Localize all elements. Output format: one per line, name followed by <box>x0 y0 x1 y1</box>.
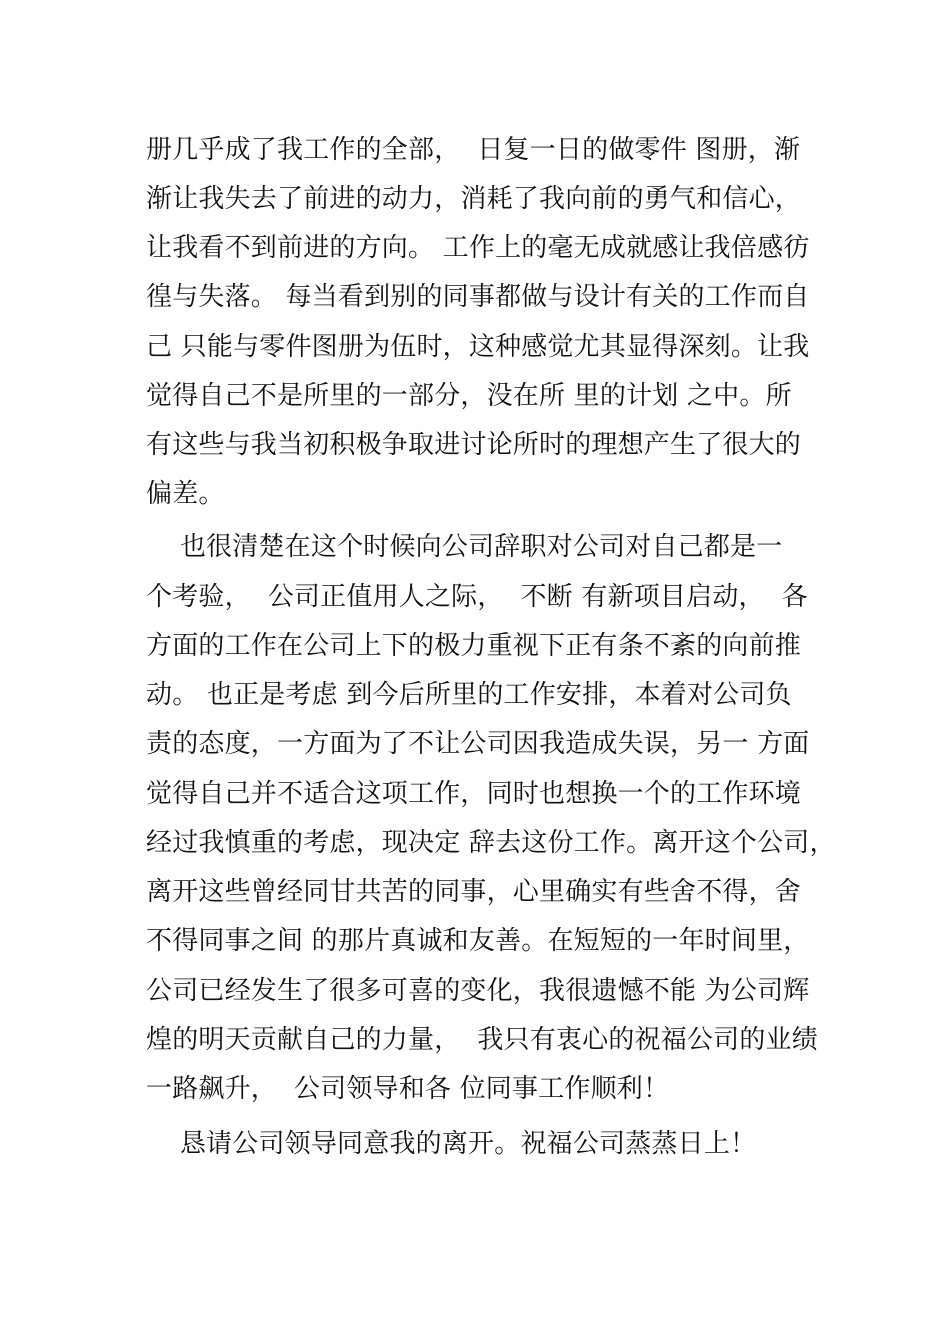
text-line: 恳请公司领导同意我的离开。祝福公司蒸蒸日上！ <box>146 1129 757 1159</box>
text-line: 也很清楚在这个时候向公司辞职对公司对自己都是一 <box>146 532 783 562</box>
text-line: 偏差。 <box>146 479 225 509</box>
text-line: 觉得自己不是所里的一部分，没在所 里的计划 之中。所 <box>146 381 792 411</box>
text-line: 渐让我失去了前进的动力，消耗了我向前的勇气和信心， <box>146 184 802 214</box>
text-line: 有这些与我当初积极争取进讨论所时的理想产生了很大的 <box>146 430 802 460</box>
text-line: 一路飙升， 公司领导和各 位同事工作顺利！ <box>146 1074 670 1104</box>
text-line: 方面的工作在公司上下的极力重视下正有条不紊的向前推 <box>146 631 802 661</box>
text-line: 让我看不到前进的方向。 工作上的毫无成就感让我倍感彷 <box>146 233 810 263</box>
text-line: 个考验， 公司正值用人之际， 不断 有新项目启动， 各 <box>146 582 808 612</box>
text-line: 册几乎成了我工作的全部， 日复一日的做零件 图册，渐 <box>146 135 801 165</box>
text-line: 煌的明天贡献自己的力量， 我只有衷心的祝福公司的业绩 <box>146 1025 818 1055</box>
text-line: 责的态度，一方面为了不让公司因我造成失误，另一 方面 <box>146 729 810 759</box>
text-line: 动。 也正是考虑 到今后所里的工作安排，本着对公司负 <box>146 680 792 710</box>
text-line: 公司已经发生了很多可喜的变化，我很遗憾不能 为公司辉 <box>146 976 810 1006</box>
text-line: 徨与失落。 每当看到别的同事都做与设计有关的工作而自 <box>146 282 810 312</box>
text-line: 离开这些曾经同甘共苦的同事，心里确实有些舍不得，舍 <box>146 877 802 907</box>
text-line: 觉得自己并不适合这项工作，同时也想换一个的工作环境 <box>146 779 802 809</box>
text-line: 经过我慎重的考虑，现决定 辞去这份工作。离开这个公司， <box>146 828 836 858</box>
text-line: 己 只能与零件图册为伍时，这种感觉尤其显得深刻。让我 <box>146 332 810 362</box>
text-line: 不得同事之间 的那片真诚和友善。在短短的一年时间里， <box>146 926 810 956</box>
